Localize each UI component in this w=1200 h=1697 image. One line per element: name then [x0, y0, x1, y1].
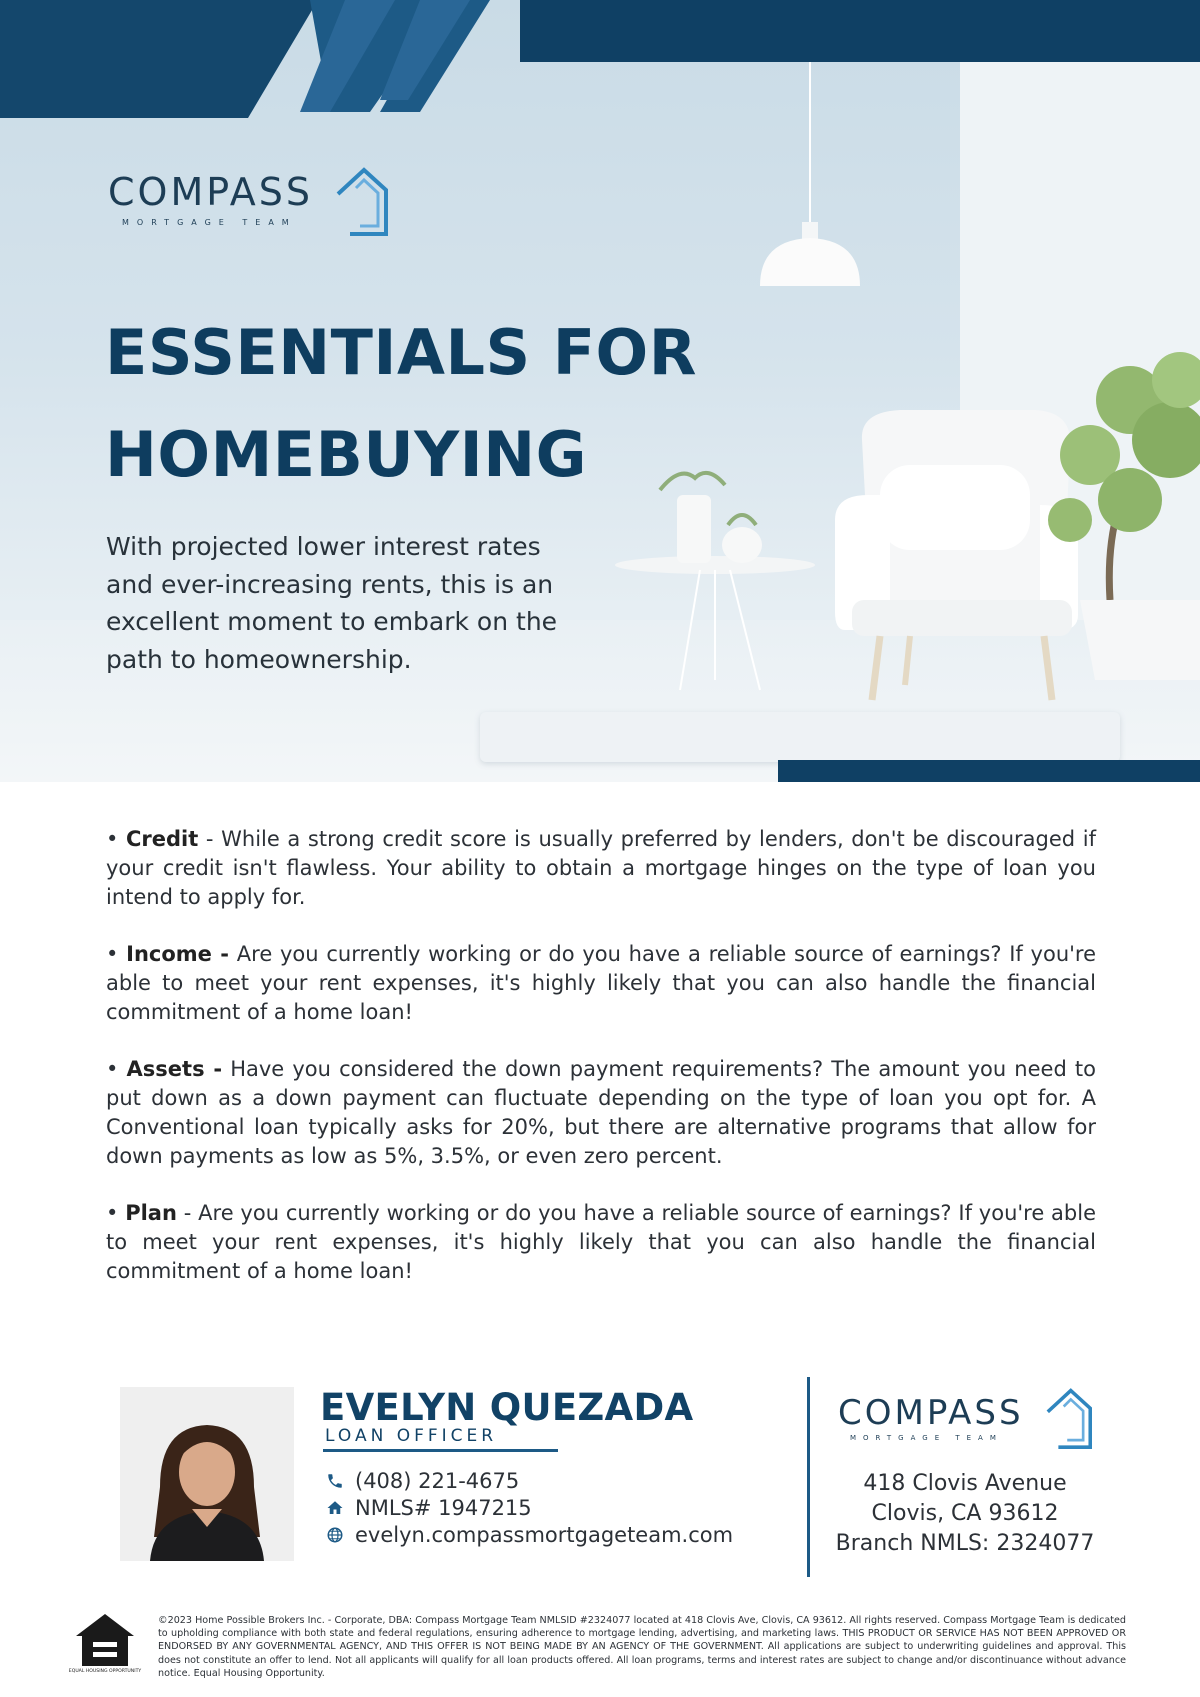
- logo-subtitle: MORTGAGE TEAM: [122, 218, 297, 227]
- phone-number: (408) 221-4675: [355, 1469, 520, 1493]
- role-divider: [323, 1449, 558, 1452]
- section-separator: [229, 942, 237, 966]
- compass-logo-footer: [838, 1387, 1098, 1447]
- section-text: Are you currently working or do you have a reliable source of earnings? If you're able to meet your rent expenses, it's highly likely that you can also handle the financial commitment of a home loan!: [106, 1201, 1097, 1283]
- branch-address-line1: 418 Clovis Avenue: [863, 1471, 1067, 1496]
- section-label: Plan: [125, 1201, 177, 1225]
- section-separator: -: [176, 1201, 199, 1225]
- loan-officer-role: LOAN OFFICER: [325, 1426, 498, 1446]
- section-income: • Income - Are you currently working or do you have a reliable source of earnings? If you're able to meet your rent expenses, it's highly likely that you can also handle the financial commitment of a home loan!: [106, 942, 1097, 1024]
- equal-housing-icon: [68, 1612, 142, 1678]
- hero-banner: [0, 0, 1200, 782]
- phone-icon: [325, 1471, 345, 1491]
- branch-nmls: Branch NMLS: 2324077: [835, 1531, 1095, 1556]
- intro-line: excellent moment to embark on the: [106, 607, 558, 636]
- title-line-2: HOMEBUYING: [105, 418, 587, 491]
- branch-address-line2: Clovis, CA 93612: [871, 1501, 1059, 1526]
- legal-disclaimer: ©2023 Home Possible Brokers Inc. - Corporate, DBA: Compass Mortgage Team NMLSID #2324077 located at 418 Clovis Ave, Clovis, CA 93612. All rights reserved. Compass Mortgage Team is dedicated to upholding compliance with both state and federal regulations, ensuring adherence to mortgage lending, advertising, and marketing laws. THIS PRODUCT OR SERVICE HAS NOT BEEN APPROVED OR ENDORSED BY ANY GOVERNMENTAL AGENCY, AND THIS OFFER IS NOT BEING MADE BY AN AGENCY OF THE GOVERNMENT. All applications are subject to underwriting guidelines and approval. This does not constitute an offer to lend. Not all applicants will qualify for all loan products offered. All loan programs, terms and interest rates are subject to change and/or discontinuance without advance notice. Equal Housing Opportunity.: [158, 1615, 1126, 1679]
- equal-housing-logo: [68, 1612, 142, 1678]
- nmls-number: NMLS# 1947215: [355, 1496, 532, 1520]
- hero-accent-bar: [778, 760, 1200, 782]
- section-assets: • Assets - Have you considered the down payment requirements? The amount you need to put down as a down payment can fluctuate depending on the type of loan you opt for. A Conventional loan typically asks for 20%, but there are alternative programs that allow for down payments as low as 5%, 3.5%, or even zero percent.: [106, 1057, 1097, 1168]
- intro-text: [106, 528, 646, 678]
- intro-line: path to homeownership.: [106, 644, 412, 674]
- avatar-photo: [120, 1387, 294, 1561]
- page-title: [105, 302, 865, 506]
- section-text: Have you considered the down payment requirements? The amount you need to put down as a down payment can fluctuate depending on the type of loan you opt for. A Conventional loan typically asks for 20%, but there are alternative programs that allow for down payments as low as 5%, 3.5%, or even zero percent.: [106, 1057, 1097, 1168]
- compass-logo: [108, 160, 388, 240]
- contact-website[interactable]: [325, 1522, 733, 1548]
- section-credit: • Credit - While a strong credit score is usually preferred by lenders, don't be discouraged if your credit isn't flawless. Your ability to obtain a mortgage hinges on the type of loan you intend to apply for.: [106, 827, 1096, 909]
- section-separator: -: [198, 827, 222, 851]
- section-text: While a strong credit score is usually preferred by lenders, don't be discouraged if your credit isn't flawless. Your ability to obtain a mortgage hinges on the type of loan you intend to apply for.: [106, 827, 1096, 909]
- loan-officer-name: EVELYN QUEZADA: [320, 1386, 694, 1429]
- logo-subtitle: MORTGAGE TEAM: [850, 1434, 1003, 1442]
- contact-divider: [807, 1377, 810, 1577]
- section-text: Are you currently working or do you have a reliable source of earnings? If you're able to meet your rent expenses, it's highly likely that you can also handle the financial commitment of a home loan!: [106, 942, 1097, 1024]
- eho-label: EQUAL HOUSING OPPORTUNITY: [68, 1669, 142, 1674]
- title-line-1: ESSENTIALS FOR: [105, 316, 698, 389]
- section-label: Income -: [126, 942, 230, 966]
- section-plan: • Plan - Are you currently working or do you have a reliable source of earnings? If you're able to meet your rent expenses, it's highly likely that you can also handle the financial commitment of a home loan!: [106, 1201, 1097, 1283]
- website-link[interactable]: evelyn.compassmortgageteam.com: [355, 1523, 734, 1547]
- section-label: Credit: [126, 827, 199, 851]
- logo-wordmark: COMPASS: [108, 170, 313, 214]
- intro-line: With projected lower interest rates: [106, 532, 541, 561]
- logo-wordmark: COMPASS: [838, 1393, 1024, 1433]
- intro-line: and ever-increasing rents, this is an: [106, 569, 554, 599]
- contact-nmls: [325, 1495, 532, 1521]
- house-logo-icon: [1046, 1387, 1092, 1449]
- avatar: [120, 1387, 294, 1561]
- globe-icon: [325, 1525, 345, 1545]
- house-logo-icon: [336, 166, 388, 236]
- section-label: Assets -: [126, 1057, 223, 1081]
- section-separator: [222, 1057, 230, 1081]
- house-icon: [325, 1498, 345, 1518]
- contact-phone[interactable]: [325, 1468, 519, 1494]
